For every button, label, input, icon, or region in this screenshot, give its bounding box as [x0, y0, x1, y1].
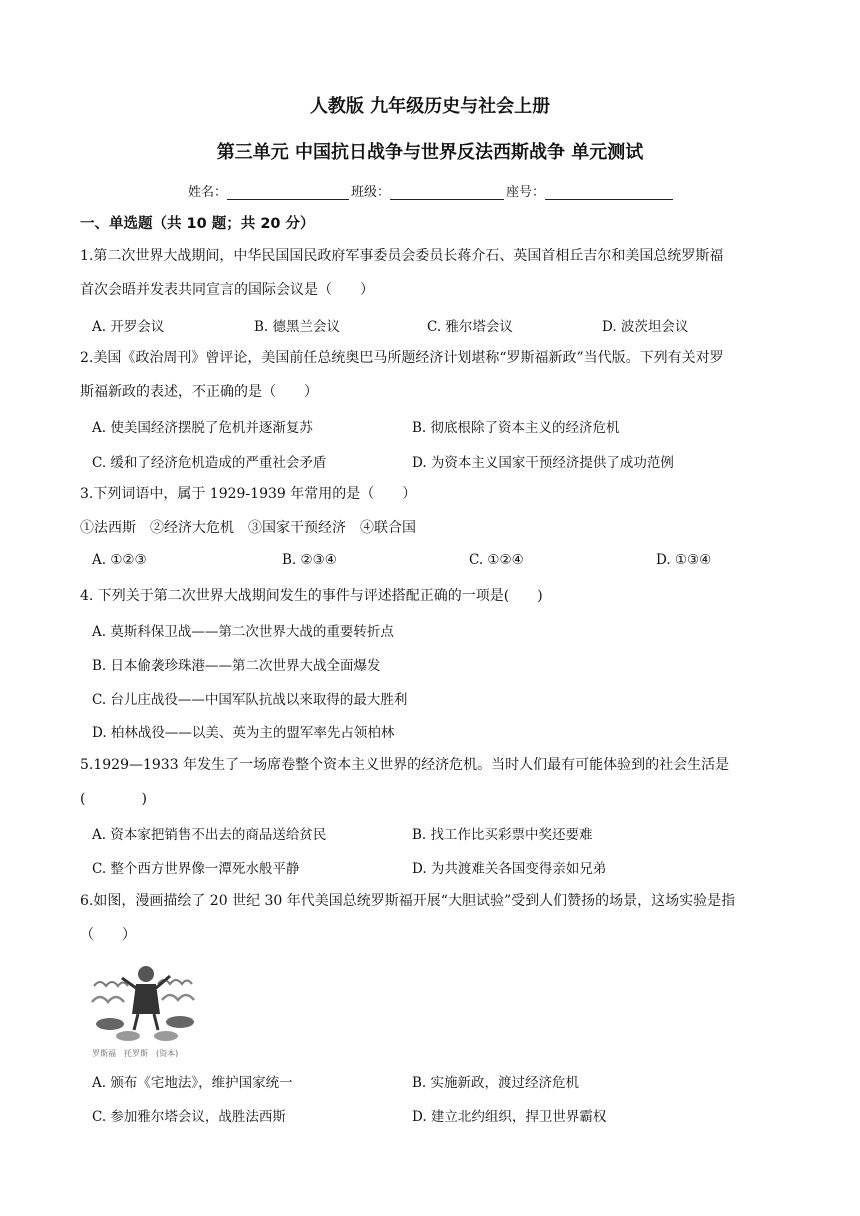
roosevelt-cartoon — [88, 956, 204, 1060]
question-6-line-1: 6.如图，漫画描绘了 20 世纪 30 年代美国总统罗斯福开展“大胆试验”受到人们赞扬的场景，这场实验是指 — [80, 893, 736, 909]
question-6-option-c[interactable]: C. 参加雅尔塔会议，战胜法西斯 — [92, 1109, 286, 1125]
question-4-option-a[interactable]: A. 莫斯科保卫战——第二次世界大战的重要转折点 — [92, 624, 394, 640]
name-label: 姓名： — [188, 185, 228, 200]
question-2-line-1: 2.美国《政治周刊》曾评论，美国前任总统奥巴马所题经济计划堪称“罗斯福新政”当代版。下列有关对罗 — [80, 350, 724, 366]
question-6-line-2: （ ） — [80, 927, 136, 943]
exam-title: 人教版 九年级历史与社会上册 — [309, 96, 551, 117]
question-2-option-d[interactable]: D. 为资本主义国家干预经济提供了成功范例 — [412, 455, 674, 471]
question-3-line-1: 3.下列词语中，属于 1929-1939 年常用的是（ ） — [80, 486, 417, 502]
question-1-line-1: 1.第二次世界大战期间，中华民国国民政府军事委员会委员长蒋介石、英国首相丘吉尔和美国总统罗斯福 — [80, 248, 724, 264]
question-3-option-d[interactable]: D. ①③④ — [656, 552, 712, 568]
question-1-option-a[interactable]: A. 开罗会议 — [92, 319, 165, 335]
question-1-option-d[interactable]: D. 波茨坦会议 — [602, 319, 689, 335]
question-1-line-2: 首次会晤并发表共同宣言的国际会议是（ ） — [80, 282, 374, 298]
question-4-option-d[interactable]: D. 柏林战役——以美、英为主的盟军率先占领柏林 — [92, 725, 395, 741]
question-5-option-b[interactable]: B. 找工作比买彩票中奖还要难 — [412, 827, 593, 843]
question-3-option-c[interactable]: C. ①②④ — [469, 552, 524, 568]
question-2-option-a[interactable]: A. 使美国经济摆脱了危机并逐渐复苏 — [92, 420, 313, 436]
seat-blank[interactable] — [545, 185, 673, 200]
question-5-line-1: 5.1929—1933 年发生了一场席卷整个资本主义世界的经济危机。当时人们最有可能体验到的社会生活是 — [80, 757, 730, 773]
question-6-option-d[interactable]: D. 建立北约组织，捍卫世界霸权 — [412, 1109, 607, 1125]
question-2-line-2: 斯福新政的表述，不正确的是（ ） — [80, 384, 318, 400]
question-6-option-b[interactable]: B. 实施新政，渡过经济危机 — [412, 1075, 580, 1091]
question-2-option-b[interactable]: B. 彻底根除了资本主义的经济危机 — [412, 420, 620, 436]
student-info-row — [188, 181, 675, 200]
question-4-option-b[interactable]: B. 日本偷袭珍珠港——第二次世界大战全面爆发 — [92, 658, 381, 674]
seat-label: 座号： — [506, 185, 546, 200]
question-3-line-2: ①法西斯 ②经济大危机 ③国家干预经济 ④联合国 — [80, 520, 416, 536]
question-6-option-a[interactable]: A. 颁布《宅地法》，维护国家统一 — [92, 1075, 293, 1091]
question-2-option-c[interactable]: C. 缓和了经济危机造成的严重社会矛盾 — [92, 455, 327, 471]
question-4-option-c[interactable]: C. 台儿庄战役——中国军队抗战以来取得的最大胜利 — [92, 692, 408, 708]
name-blank[interactable] — [227, 185, 349, 200]
question-5-option-d[interactable]: D. 为共渡难关各国变得亲如兄弟 — [412, 861, 607, 877]
question-3-option-a[interactable]: A. ①②③ — [92, 552, 147, 568]
question-5-line-2: ( ) — [80, 791, 147, 807]
cartoon-caption: 罗斯福 托罗斯 (资本) — [92, 1049, 179, 1058]
question-1-option-b[interactable]: B. 德黑兰会议 — [254, 319, 341, 335]
exam-subtitle: 第三单元 中国抗日战争与世界反法西斯战争 单元测试 — [216, 142, 644, 163]
question-3-option-b[interactable]: B. ②③④ — [282, 552, 337, 568]
question-1-option-c[interactable]: C. 雅尔塔会议 — [427, 319, 513, 335]
class-blank[interactable] — [390, 185, 504, 200]
question-5-option-a[interactable]: A. 资本家把销售不出去的商品送给贫民 — [92, 827, 327, 843]
section-heading: 一、单选题（共 10 题；共 20 分） — [80, 216, 315, 232]
question-4-line-1: 4. 下列关于第二次世界大战期间发生的事件与评述搭配正确的一项是( ) — [80, 588, 543, 604]
class-label: 班级： — [351, 185, 391, 200]
question-5-option-c[interactable]: C. 整个西方世界像一潭死水般平静 — [92, 861, 300, 877]
